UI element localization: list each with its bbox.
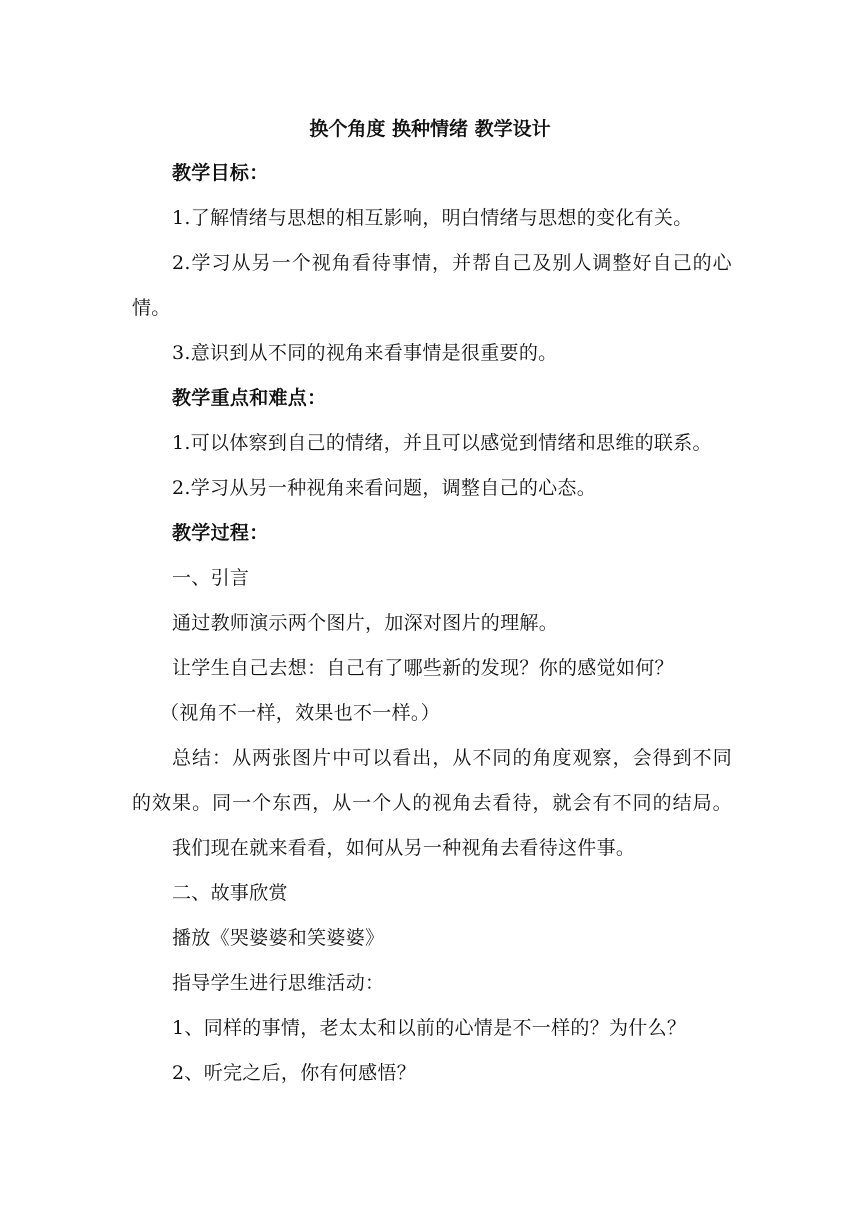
story-paragraph-2: 指导学生进行思维活动：	[172, 972, 385, 994]
document-title: 换个角度 换种情绪 教学设计	[309, 118, 551, 140]
key-point-2: 2.学习从另一种视角来看问题，调整自己的心态。	[172, 477, 597, 499]
objective-2-line-2: 情。	[132, 297, 171, 319]
section-1-heading: 一、引言	[172, 567, 250, 589]
story-paragraph-1: 播放《哭婆婆和笑婆婆》	[172, 927, 385, 949]
key-point-1: 1.可以体察到自己的情绪，并且可以感觉到情绪和思维的联系。	[172, 432, 712, 454]
objective-2-line-1: 2.学习从另一个视角看待事情，并帮自己及别人调整好自己的心	[172, 252, 732, 274]
objective-3: 3.意识到从不同的视角来看事情是很重要的。	[172, 342, 558, 364]
question-1: 1、同样的事情，老太太和以前的心情是不一样的？为什么？	[172, 1017, 687, 1039]
summary-line-1: 总结：从两张图片中可以看出，从不同的角度观察，会得到不同	[172, 747, 732, 769]
section-2-heading: 二、故事欣赏	[172, 882, 288, 904]
objective-1: 1.了解情绪与思想的相互影响，明白情绪与思想的变化有关。	[172, 207, 693, 229]
question-2: 2、听完之后，你有何感悟？	[172, 1062, 416, 1084]
intro-paragraph-2: 让学生自己去想：自己有了哪些新的发现？你的感觉如何？	[172, 657, 674, 679]
intro-paragraph-1: 通过教师演示两个图片，加深对图片的理解。	[172, 612, 559, 634]
intro-paragraph-4: 我们现在就来看看，如何从另一种视角去看待这件事。	[172, 837, 636, 859]
intro-paragraph-3: （视角不一样，效果也不一样。）	[160, 702, 441, 724]
summary-line-2: 的效果。同一个东西，从一个人的视角去看待，就会有不同的结局。	[132, 792, 732, 814]
key-points-heading: 教学重点和难点：	[172, 387, 327, 409]
process-heading: 教学过程：	[172, 522, 269, 544]
objectives-heading: 教学目标：	[172, 162, 269, 184]
